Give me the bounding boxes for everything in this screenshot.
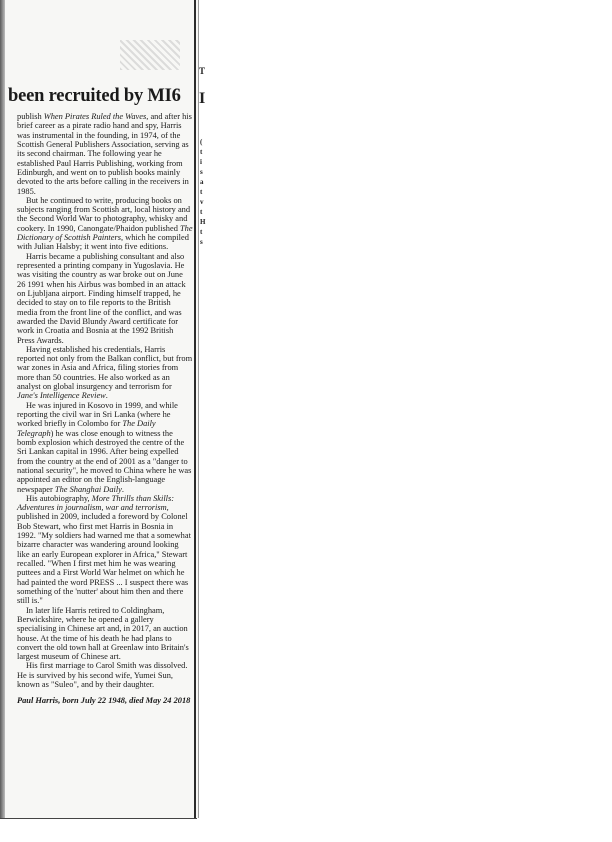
paragraph-text: Harris became a publishing consultant and also represented a printing company in Yugoslavia. He was visiting the country as war broke out on June 26 1991 when his Airbus was bombed in an attack on Ljubljana airport. Finding himself trapped, he decided to stay on to file reports to the British media from the front line of the conflict, and was awarded the David Blundy Award certificate for work in Croatia and Bosnia at the 1992 British Press Awards. — [17, 251, 186, 345]
italic-title: The Dictionary of Scottish Painters — [17, 223, 193, 243]
italic-title: The Shanghai Daily — [54, 484, 122, 494]
paragraph-text: His autobiography, — [26, 493, 92, 503]
adjacent-column-letter: ( — [200, 138, 203, 146]
scan-shadow-edge — [0, 0, 5, 818]
adjacent-column-top-fragment: T — [199, 66, 206, 76]
adjacent-column-letter: t — [200, 148, 203, 156]
article-paragraph — [17, 401, 193, 494]
adjacent-column-letter: t — [200, 188, 203, 196]
paragraph-text: , which he compiled with Julian Halsby; it went into five editions. — [17, 233, 189, 252]
obituary-byline: Paul Harris, born July 22 1948, died May 24 2018 — [17, 696, 191, 706]
article-body — [17, 112, 193, 706]
article-paragraphs — [17, 112, 193, 689]
adjacent-column-letter: v — [200, 198, 204, 206]
paragraph-text: publish — [17, 112, 44, 121]
adjacent-column-letter: i — [200, 158, 202, 166]
adjacent-column-rule — [198, 0, 199, 818]
article-headline: been recruited by MI6 — [8, 86, 181, 106]
italic-title: The Daily Telegraph — [17, 419, 156, 438]
paragraph-text: He was injured in Kosovo in 1999, and while reporting the civil war in Sri Lanka (where he worked briefly in Colombo for — [17, 400, 178, 429]
adjacent-column-letter: t — [200, 208, 203, 216]
paragraph-text: , published in 2009, included a foreword by Colonel Bob Stewart, who first met Harris in Bosnia in 1992. "My soldiers had warned me that a somewhat bizarre character was wandering around looking like an early European explorer in Africa," Stewart recalled. "When I first met him he was wearing puttees and a First World War helmet on which he had painted the word PRESS ... I suspect there was something of the 'nutter' about him then and there still is." — [17, 503, 191, 606]
adjacent-column-letter: H — [200, 218, 206, 226]
paragraph-text: . — [121, 484, 124, 494]
paragraph-text: . — [105, 391, 108, 401]
article-paragraph — [17, 345, 193, 401]
article-paragraph — [17, 661, 193, 689]
adjacent-column-letter: s — [200, 168, 203, 176]
article-paragraph — [17, 112, 193, 196]
clipping-bottom-edge — [0, 818, 197, 819]
adjacent-column-headline-fragment: I — [199, 90, 206, 107]
adjacent-column-letter: a — [200, 178, 204, 186]
article-paragraph — [17, 196, 193, 252]
adjacent-column-letter: t — [200, 228, 203, 236]
paragraph-text: But he continued to write, producing books on subjects ranging from Scottish art, local history and the Second World War to photography, whisky and cookery. In 1990, Canongate/Phaidon published — [17, 195, 191, 233]
italic-title: When Pirates Ruled the Waves — [43, 112, 147, 121]
italic-title: Jane's Intelligence Review — [17, 391, 106, 401]
paragraph-text: , and after his brief career as a pirate radio hand and spy, Harris was instrumental in the founding, in 1974, of the Scottish General Publishers Association, serving as its second chairman. The following year he established Paul Harris Publishing, working from Edinburgh, and went on to publish books mainly devoted to the arts before calling in the receivers in 1985. — [17, 112, 192, 196]
paragraph-text: His first marriage to Carol Smith was dissolved. He is survived by his second wife, Yumei Sun, known as "Suleo", and by their daughter. — [17, 661, 188, 690]
article-paragraph — [17, 252, 193, 345]
article-paragraph — [17, 494, 193, 606]
paragraph-text: ) he was close enough to witness the bomb explosion which destroyed the centre of the Sri Lankan capital in 1996. After being expelled from the country at the end of 2001 as a "danger to national security", he moved to China where he was appointed an editor on the English-language newspaper — [17, 428, 192, 494]
paragraph-text: In later life Harris retired to Coldingham, Berwickshire, where he opened a gallery specialising in Chinese art and, in 2017, an auction house. At the time of his death he had plans to convert the old town hall at Greenlaw into Britain's largest museum of Chinese art. — [17, 605, 189, 662]
article-paragraph — [17, 606, 193, 662]
italic-title: More Thrills than Skills: Adventures in journalism, war and terrorism — [17, 493, 175, 513]
faded-print-residue — [120, 40, 180, 70]
newspaper-clipping — [0, 0, 198, 818]
adjacent-column-letter: s — [200, 238, 203, 246]
column-edge — [194, 0, 196, 818]
paragraph-text: Having established his credentials, Harris reported not only from the Balkan conflict, but from war zones in Asia and Africa, filing stories from more than 50 countries. He also worked as an analyst on global insurgency and terrorism for — [17, 344, 193, 392]
